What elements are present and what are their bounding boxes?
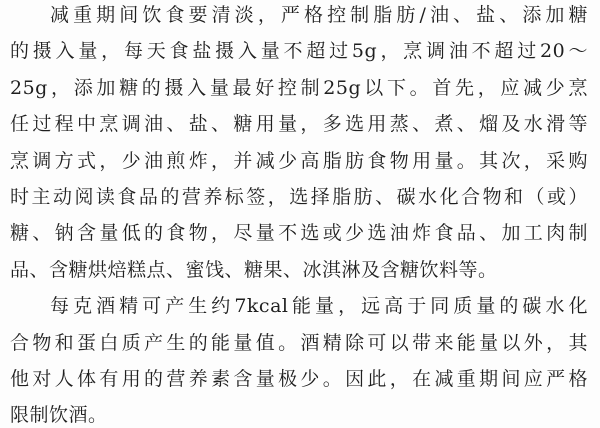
paragraph-diet-control xyxy=(10,0,588,288)
text-line: 的摄入量，每天食盐摄入量不超过5g，烹调油不超过20～ xyxy=(10,40,588,63)
paragraph-alcohol xyxy=(10,288,588,428)
text-line: 合物和蛋白质产生的能量值。酒精除可以带来能量以外，其 xyxy=(10,331,588,354)
text-line: 品、含糖烘焙糕点、蜜饯、糖果、冰淇淋及含糖饮料等。 xyxy=(10,258,498,281)
text-line: 减重期间饮食要清淡，严格控制脂肪/油、盐、添加糖 xyxy=(50,4,588,26)
text-line: 任过程中烹调油、盐、糖用量，多选用蒸、煮、熘及水滑等 xyxy=(10,113,588,136)
text-line: 他对人体有用的营养素含量极少。因此，在减重期间应严格 xyxy=(10,367,588,390)
document-body xyxy=(10,0,588,428)
text-line: 25g，添加糖的摄入量最好控制25g以下。首先，应减少烹 xyxy=(10,76,588,99)
text-line: 时主动阅读食品的营养标签，选择脂肪、碳水化合物和（或） xyxy=(10,185,588,208)
text-line: 糖、钠含量低的食物，尽量不选或少选油炸食品、加工肉制 xyxy=(10,222,588,245)
text-line: 限制饮酒。 xyxy=(10,404,108,427)
text-line: 烹调方式，少油煎炸，并减少高脂肪食物用量。其次，采购 xyxy=(10,149,588,172)
text-line: 每克酒精可产生约7kcal能量，远高于同质量的碳水化 xyxy=(50,295,588,318)
